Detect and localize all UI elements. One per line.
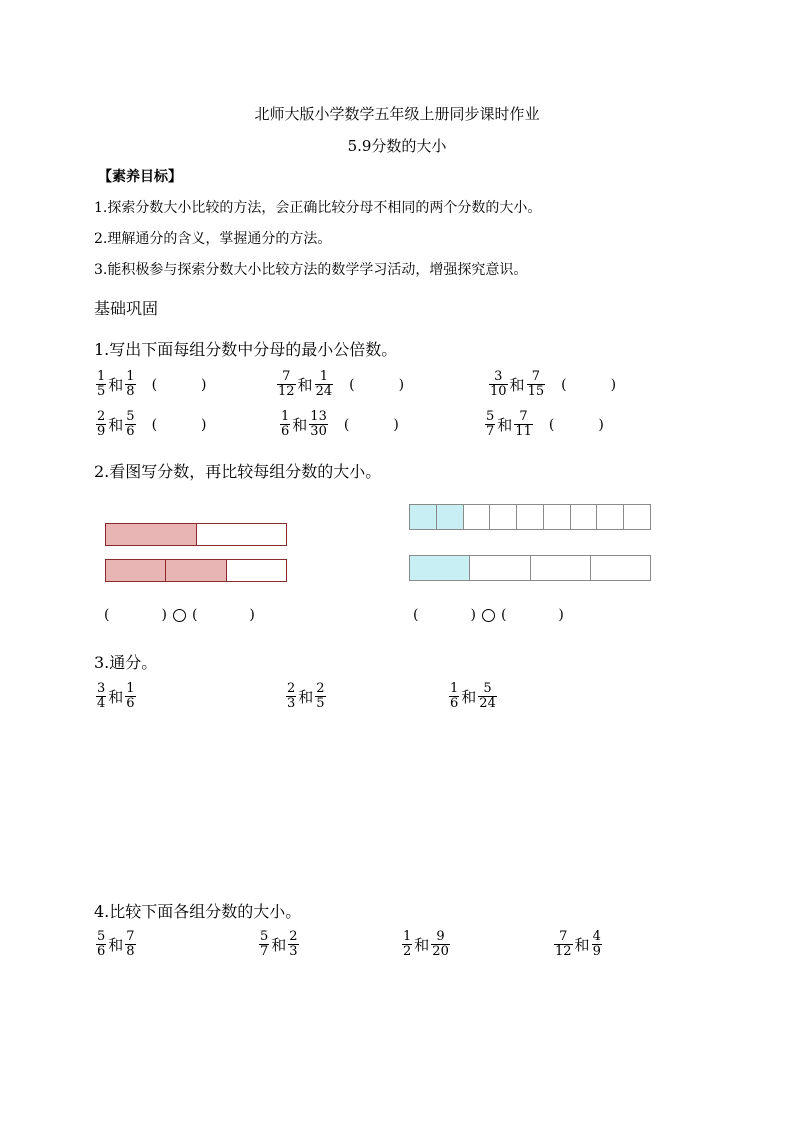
goals-heading: 【素养目标】 — [98, 169, 182, 185]
unshaded-part — [470, 556, 530, 580]
goal-item-1: 1.探索分数大小比较的方法，会正确比较分母不相同的两个分数的大小。 — [94, 200, 542, 216]
fraction — [286, 682, 296, 711]
shaded-part — [106, 560, 166, 581]
fraction — [125, 410, 135, 439]
numerator: 1 — [97, 369, 106, 384]
denominator: 20 — [432, 944, 449, 959]
q4-pair-3 — [402, 930, 450, 959]
q3-title: 3.通分。 — [94, 653, 158, 672]
numerator: 7 — [126, 929, 135, 944]
numerator: 1 — [126, 369, 135, 384]
q4-pair-2 — [259, 930, 299, 959]
answer-blank[interactable] — [152, 377, 207, 393]
paren-close: ) — [398, 376, 405, 393]
numerator: 2 — [289, 929, 298, 944]
denominator: 6 — [450, 696, 459, 711]
paren-open: ( — [343, 416, 350, 433]
unshaded-part — [517, 505, 544, 529]
numerator: 7 — [519, 409, 528, 424]
unshaded-part — [571, 505, 598, 529]
fraction — [288, 930, 298, 959]
denominator: 3 — [289, 944, 298, 959]
numerator: 13 — [310, 409, 327, 424]
fraction — [402, 930, 412, 959]
fraction — [96, 370, 106, 399]
denominator: 5 — [316, 696, 325, 711]
unshaded-part — [531, 556, 591, 580]
paren-open: ( — [500, 607, 507, 623]
fraction — [449, 682, 459, 711]
unshaded-part — [490, 505, 517, 529]
paren-open: ( — [561, 376, 567, 393]
q4-pair-1 — [96, 930, 136, 959]
denominator: 6 — [126, 696, 135, 711]
fraction — [527, 370, 546, 399]
numerator: 1 — [281, 409, 290, 424]
unshaded-part — [464, 505, 491, 529]
fraction — [277, 370, 296, 399]
shaded-part — [106, 524, 197, 545]
connector-he: 和 — [108, 376, 124, 394]
fraction — [478, 682, 497, 711]
goal-item-2: 2.理解通分的含义，掌握通分的方法。 — [94, 231, 332, 247]
numerator: 7 — [531, 369, 540, 384]
denominator: 7 — [260, 944, 269, 959]
paren-open: ( — [413, 607, 419, 623]
q1-title: 1.写出下面每组分数中分母的最小公倍数。 — [94, 340, 398, 359]
denominator: 30 — [310, 424, 327, 439]
fraction — [125, 930, 135, 959]
fraction-strip-ninths — [409, 504, 651, 530]
section-heading: 基础巩固 — [94, 299, 159, 318]
denominator: 10 — [490, 384, 507, 399]
denominator: 12 — [278, 384, 295, 399]
answer-blank[interactable] — [344, 417, 399, 433]
q2-compare-right — [413, 607, 564, 623]
shaded-part — [410, 505, 437, 529]
paren-close: ) — [558, 607, 564, 623]
denominator: 9 — [592, 944, 601, 959]
connector-he: 和 — [414, 936, 430, 954]
paren-open: ( — [151, 416, 158, 433]
numerator: 4 — [592, 929, 601, 944]
fraction-strip-quarters — [409, 555, 651, 581]
paren-open: ( — [151, 376, 158, 393]
denominator: 9 — [97, 424, 106, 439]
q1-pair-5 — [280, 410, 399, 439]
q1-pair-4 — [96, 410, 207, 439]
fraction — [96, 930, 106, 959]
unshaded-part — [624, 505, 650, 529]
connector-he: 和 — [574, 936, 590, 954]
answer-blank[interactable] — [549, 417, 604, 433]
unshaded-part — [597, 505, 624, 529]
q1-pair-2 — [277, 370, 404, 399]
q1-pair-6 — [485, 410, 604, 439]
denominator: 12 — [555, 944, 572, 959]
q3-pair-2 — [286, 682, 326, 711]
fraction — [592, 930, 602, 959]
fraction — [259, 930, 269, 959]
q1-pair-3 — [489, 370, 616, 399]
denominator: 6 — [97, 944, 106, 959]
paren-close: ) — [249, 607, 255, 623]
connector-he: 和 — [108, 688, 124, 706]
fraction — [96, 410, 106, 439]
q3-pair-1 — [96, 682, 136, 711]
numerator: 1 — [403, 929, 412, 944]
numerator: 5 — [126, 409, 135, 424]
answer-blank[interactable] — [349, 377, 404, 393]
unshaded-part — [544, 505, 571, 529]
numerator: 2 — [316, 681, 325, 696]
unshaded-part — [197, 524, 287, 545]
shaded-part — [437, 505, 464, 529]
fraction — [125, 370, 135, 399]
connector-he: 和 — [292, 416, 308, 434]
denominator: 5 — [97, 384, 106, 399]
fraction — [431, 930, 450, 959]
q3-pair-3 — [449, 682, 497, 711]
q1-pair-1 — [96, 370, 207, 399]
paren-close: ) — [610, 376, 617, 393]
paren-close: ) — [201, 376, 207, 393]
connector-he: 和 — [509, 376, 525, 394]
shaded-part — [166, 560, 226, 581]
numerator: 5 — [97, 929, 106, 944]
document-title: 北师大版小学数学五年级上册同步课时作业 — [254, 105, 540, 123]
connector-he: 和 — [461, 688, 477, 706]
numerator: 1 — [319, 369, 328, 384]
denominator: 8 — [126, 944, 135, 959]
fraction — [309, 410, 328, 439]
q4-title: 4.比较下面各组分数的大小。 — [94, 902, 302, 921]
denominator: 24 — [479, 696, 496, 711]
q2-title: 2.看图写分数，再比较每组分数的大小。 — [94, 462, 382, 481]
connector-he: 和 — [297, 376, 313, 394]
unshaded-part — [227, 560, 286, 581]
paren-open: ( — [548, 416, 555, 433]
paren-open: ( — [104, 607, 110, 623]
q4-pair-4 — [554, 930, 602, 959]
comparison-circle[interactable] — [173, 609, 186, 622]
fraction — [554, 930, 573, 959]
numerator: 5 — [260, 929, 269, 944]
numerator: 5 — [486, 409, 495, 424]
paren-close: ) — [598, 416, 604, 433]
denominator: 24 — [315, 384, 333, 399]
fraction — [514, 410, 533, 439]
numerator: 1 — [450, 681, 459, 696]
paren-close: ) — [470, 607, 476, 623]
goal-item-3: 3.能积极参与探索分数大小比较方法的数学学习活动，增强探究意识。 — [94, 262, 528, 278]
paren-close: ) — [393, 416, 399, 433]
fraction — [489, 370, 508, 399]
denominator: 8 — [126, 384, 135, 399]
shaded-part — [410, 556, 470, 580]
connector-he: 和 — [108, 936, 124, 954]
paren-open: ( — [191, 607, 198, 623]
unshaded-part — [591, 556, 650, 580]
paren-close: ) — [161, 607, 167, 623]
connector-he: 和 — [497, 416, 513, 434]
fraction — [315, 370, 334, 399]
connector-he: 和 — [271, 936, 287, 954]
q2-compare-left — [104, 607, 255, 623]
fraction — [96, 682, 106, 711]
numerator: 3 — [97, 681, 106, 696]
paren-close: ) — [201, 416, 207, 433]
answer-blank[interactable] — [152, 417, 207, 433]
denominator: 15 — [527, 384, 545, 399]
fraction — [485, 410, 495, 439]
connector-he: 和 — [108, 416, 124, 434]
denominator: 4 — [97, 696, 106, 711]
numerator: 1 — [126, 681, 135, 696]
fraction — [125, 682, 135, 711]
connector-he: 和 — [298, 688, 314, 706]
fraction — [280, 410, 290, 439]
fraction — [315, 682, 325, 711]
paren-open: ( — [349, 376, 355, 393]
denominator: 6 — [126, 424, 135, 439]
fraction-strip-halves — [105, 523, 287, 546]
numerator: 7 — [559, 929, 568, 944]
denominator: 6 — [281, 424, 290, 439]
fraction-strip-thirds — [105, 559, 287, 582]
denominator: 3 — [287, 696, 296, 711]
numerator: 7 — [282, 369, 291, 384]
numerator: 9 — [436, 929, 445, 944]
numerator: 2 — [97, 409, 106, 424]
denominator: 7 — [486, 424, 495, 439]
denominator: 11 — [515, 424, 532, 439]
denominator: 2 — [403, 944, 412, 959]
numerator: 5 — [483, 681, 492, 696]
numerator: 2 — [287, 681, 296, 696]
lesson-subtitle: 5.9分数的大小 — [347, 137, 447, 155]
answer-blank[interactable] — [561, 377, 616, 393]
comparison-circle[interactable] — [482, 609, 495, 622]
numerator: 3 — [494, 369, 503, 384]
